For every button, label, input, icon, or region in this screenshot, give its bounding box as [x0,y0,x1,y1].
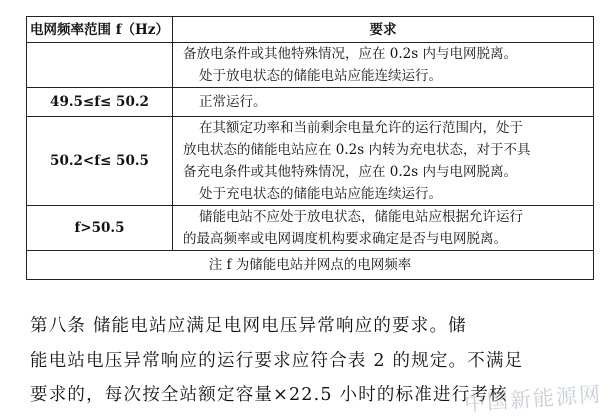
range-cell: 49.5≤f≤ 50.2 [27,88,173,117]
requirement-line: 处于充电状态的储能电站应能连续运行。 [199,186,442,202]
requirement-line: 处于放电状态的储能电站应能连续运行。 [199,68,442,84]
requirement-cell [173,117,594,206]
range-cell [27,43,173,88]
table-header-row [27,17,594,43]
range-cell: f>50.5 [27,206,173,251]
requirement-line: 备放电条件或其他特殊情况，应在 0.2s 内与电网脱离。 [183,46,517,62]
requirement-line: 的最高频率或电网调度机构要求确定是否与电网脱离。 [183,231,507,247]
frequency-requirements-table [26,16,594,280]
requirement-cell [173,206,594,251]
watermark: 中国新能源网 [463,382,603,416]
header-requirement: 要求 [173,17,594,43]
requirement-line: 放电状态的储能电站应在 0.2s 内转为充电状态，对于不具 [183,142,531,158]
table-note: 注 f 为储能电站并网点的电网频率 [27,251,594,280]
paragraph-line: 第八条 储能电站应满足电网电压异常响应的要求。储 [30,316,467,336]
header-frequency-range: 电网频率范围 f（Hz） [27,17,173,43]
paragraph-line: 能电站电压异常响应的运行要求应符合表 2 的规定。不满足 [30,351,524,371]
range-cell: 50.2<f≤ 50.5 [27,117,173,206]
requirement-line: 备充电条件或其他特殊情况，应在 0.2s 内与电网脱离。 [183,164,517,180]
paragraph-line: 要求的，每次按全站额定容量×22.5 小时的标准进行考核 [30,385,508,405]
table-row [27,206,594,251]
requirement-line: 储能电站不应处于放电状态，储能电站应根据允许运行 [199,209,523,225]
requirement-cell: 正常运行。 [173,88,594,117]
table-note-row [27,251,594,280]
table-row [27,88,594,117]
requirement-line: 在其额定功率和当前剩余电量允许的运行范围内，处于 [199,120,523,136]
table-row [27,117,594,206]
table-row [27,43,594,88]
requirement-cell [173,43,594,88]
